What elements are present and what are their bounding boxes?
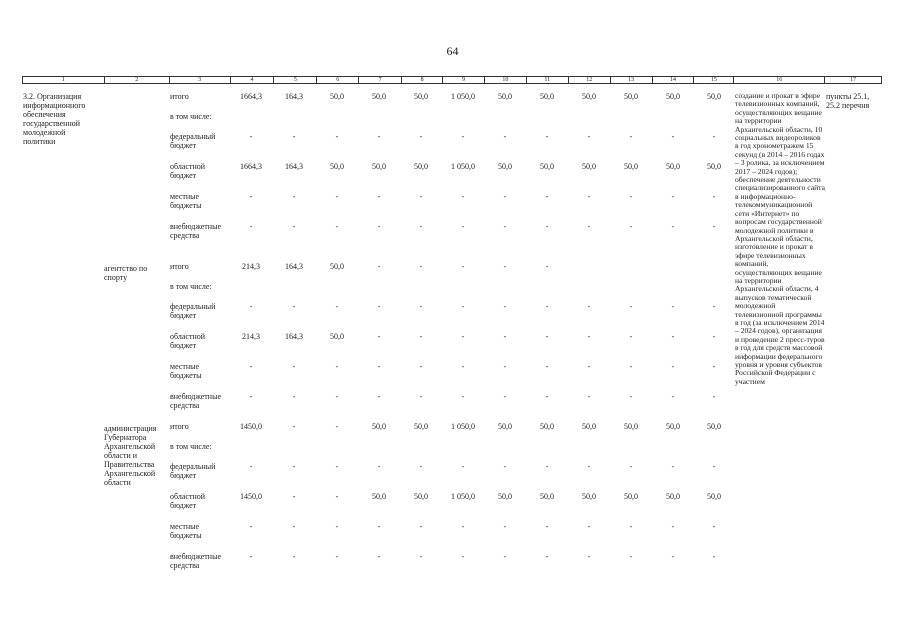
funding-value-cell: -: [461, 552, 465, 561]
funding-value-cell: -: [587, 192, 591, 201]
column-header-2: 2: [104, 77, 169, 83]
funding-value-cell: -: [419, 192, 423, 201]
funding-value-cell: -: [419, 462, 423, 471]
funding-value-cell: -: [629, 192, 633, 201]
funding-value-cell: 50,0: [372, 92, 386, 101]
column-header-14: 14: [652, 77, 694, 83]
funding-value-cell: -: [671, 132, 675, 141]
funding-source-label: областной бюджет: [170, 492, 206, 510]
funding-value-cell: -: [377, 522, 381, 531]
funding-source-label: местные бюджеты: [170, 192, 202, 210]
funding-value-cell: -: [377, 392, 381, 401]
funding-value-cell: -: [712, 522, 716, 531]
funding-source-label: федеральный бюджет: [170, 462, 216, 480]
funding-value-cell: 1 050,0: [451, 162, 475, 171]
funding-value-cell: -: [545, 522, 549, 531]
funding-value-cell: -: [335, 222, 339, 231]
funding-value-cell: -: [249, 462, 253, 471]
funding-value-cell: -: [587, 522, 591, 531]
funding-value-cell: -: [503, 522, 507, 531]
funding-value-cell: 50,0: [372, 422, 386, 431]
funding-value-cell: -: [671, 332, 675, 341]
funding-value-cell: 50,0: [540, 422, 554, 431]
column-header-12: 12: [568, 77, 610, 83]
column-header-8: 8: [401, 77, 442, 83]
funding-value-cell: -: [377, 262, 381, 271]
column-header-7: 7: [358, 77, 401, 83]
funding-value-cell: -: [461, 362, 465, 371]
funding-value-cell: -: [587, 362, 591, 371]
funding-value-cell: -: [545, 332, 549, 341]
funding-value-cell: -: [503, 192, 507, 201]
column-header-5: 5: [273, 77, 316, 83]
funding-value-cell: -: [503, 132, 507, 141]
funding-value-cell: 50,0: [707, 492, 721, 501]
funding-value-cell: -: [712, 552, 716, 561]
funding-value-cell: -: [292, 552, 296, 561]
funding-value-cell: -: [545, 552, 549, 561]
funding-value-cell: -: [503, 302, 507, 311]
measure-title: 3.2. Организация информационного обеспечения государственной молодежной политики: [23, 92, 86, 146]
column-header-1: 1: [61, 77, 65, 83]
funding-value-cell: -: [419, 392, 423, 401]
funding-value-cell: -: [335, 552, 339, 561]
funding-value-cell: -: [292, 522, 296, 531]
funding-value-cell: -: [671, 192, 675, 201]
funding-value-cell: -: [545, 362, 549, 371]
funding-source-label: федеральный бюджет: [170, 302, 216, 320]
funding-value-cell: -: [503, 332, 507, 341]
funding-source-label: федеральный бюджет: [170, 132, 216, 150]
funding-value-cell: 50,0: [707, 92, 721, 101]
funding-value-cell: -: [377, 552, 381, 561]
funding-value-cell: -: [335, 392, 339, 401]
funding-value-cell: -: [249, 392, 253, 401]
funding-value-cell: 1450,0: [240, 492, 262, 501]
reference-text: пункты 25.1, 25.2 перечня: [826, 92, 870, 110]
funding-source-label: итого: [170, 422, 189, 431]
funding-value-cell: -: [671, 552, 675, 561]
funding-value-cell: 50,0: [414, 92, 428, 101]
funding-value-cell: -: [461, 332, 465, 341]
funding-value-cell: 50,0: [540, 162, 554, 171]
funding-value-cell: 50,0: [498, 92, 512, 101]
funding-value-cell: 1664,3: [240, 92, 262, 101]
funding-value-cell: -: [629, 332, 633, 341]
funding-value-cell: -: [335, 192, 339, 201]
column-header-9: 9: [442, 77, 484, 83]
funding-value-cell: -: [292, 302, 296, 311]
funding-source-label: в том числе:: [170, 282, 212, 291]
funding-value-cell: 50,0: [330, 92, 344, 101]
funding-value-cell: 50,0: [414, 492, 428, 501]
funding-value-cell: 50,0: [707, 162, 721, 171]
funding-value-cell: -: [629, 302, 633, 311]
funding-source-label: местные бюджеты: [170, 362, 202, 380]
funding-value-cell: 50,0: [666, 422, 680, 431]
funding-value-cell: -: [292, 492, 296, 501]
funding-value-cell: -: [587, 132, 591, 141]
funding-value-cell: 50,0: [624, 422, 638, 431]
funding-value-cell: -: [292, 132, 296, 141]
column-header-6: 6: [316, 77, 358, 83]
funding-value-cell: -: [249, 302, 253, 311]
funding-value-cell: 50,0: [707, 422, 721, 431]
funding-value-cell: 50,0: [414, 162, 428, 171]
funding-value-cell: 214,3: [242, 332, 260, 341]
funding-value-cell: -: [671, 522, 675, 531]
column-header-16: 16: [733, 77, 824, 83]
funding-value-cell: -: [335, 462, 339, 471]
funding-value-cell: -: [461, 392, 465, 401]
funding-value-cell: -: [292, 422, 296, 431]
column-header-17: 17: [824, 77, 881, 83]
funding-value-cell: -: [671, 362, 675, 371]
funding-source-label: итого: [170, 92, 189, 101]
funding-value-cell: -: [587, 302, 591, 311]
funding-value-cell: -: [249, 522, 253, 531]
funding-value-cell: -: [712, 332, 716, 341]
funding-value-cell: -: [587, 462, 591, 471]
funding-value-cell: 50,0: [540, 492, 554, 501]
funding-value-cell: -: [292, 392, 296, 401]
funding-value-cell: -: [503, 552, 507, 561]
funding-value-cell: -: [629, 552, 633, 561]
funding-value-cell: -: [249, 132, 253, 141]
funding-source-label: областной бюджет: [170, 332, 206, 350]
funding-source-label: местные бюджеты: [170, 522, 202, 540]
funding-value-cell: -: [335, 362, 339, 371]
funding-value-cell: 50,0: [498, 492, 512, 501]
funding-value-cell: -: [629, 132, 633, 141]
funding-value-cell: -: [587, 332, 591, 341]
funding-value-cell: -: [629, 522, 633, 531]
funding-value-cell: -: [335, 522, 339, 531]
column-header-3: 3: [169, 77, 230, 83]
page-number: 64: [446, 44, 459, 58]
funding-value-cell: 1 050,0: [451, 492, 475, 501]
funding-value-cell: -: [503, 362, 507, 371]
funding-source-label: внебюджетные средства: [170, 392, 221, 410]
funding-value-cell: -: [629, 392, 633, 401]
funding-value-cell: -: [461, 222, 465, 231]
funding-value-cell: -: [292, 222, 296, 231]
funding-value-cell: 50,0: [624, 92, 638, 101]
funding-value-cell: -: [671, 222, 675, 231]
funding-value-cell: -: [292, 462, 296, 471]
funding-value-cell: 50,0: [498, 162, 512, 171]
funding-value-cell: -: [377, 192, 381, 201]
funding-value-cell: 50,0: [330, 162, 344, 171]
funding-value-cell: -: [545, 302, 549, 311]
funding-value-cell: 50,0: [540, 92, 554, 101]
funding-value-cell: 1 050,0: [451, 92, 475, 101]
funding-value-cell: -: [712, 192, 716, 201]
funding-value-cell: -: [587, 222, 591, 231]
funding-source-label: областной бюджет: [170, 162, 206, 180]
funding-value-cell: 50,0: [624, 162, 638, 171]
funding-value-cell: -: [249, 192, 253, 201]
executor-label: агентство по спорту: [104, 264, 148, 282]
funding-value-cell: -: [419, 362, 423, 371]
funding-source-label: в том числе:: [170, 112, 212, 121]
funding-value-cell: -: [377, 362, 381, 371]
funding-value-cell: -: [377, 332, 381, 341]
funding-value-cell: 50,0: [666, 162, 680, 171]
funding-value-cell: -: [671, 302, 675, 311]
funding-value-cell: -: [377, 462, 381, 471]
funding-value-cell: -: [712, 222, 716, 231]
funding-value-cell: 164,3: [285, 162, 303, 171]
funding-value-cell: -: [419, 132, 423, 141]
funding-value-cell: -: [419, 262, 423, 271]
funding-value-cell: 214,3: [242, 262, 260, 271]
funding-value-cell: -: [377, 132, 381, 141]
funding-source-label: внебюджетные средства: [170, 222, 221, 240]
column-header-13: 13: [610, 77, 652, 83]
funding-value-cell: -: [461, 462, 465, 471]
funding-value-cell: -: [292, 362, 296, 371]
funding-value-cell: -: [335, 302, 339, 311]
funding-value-cell: -: [419, 332, 423, 341]
funding-value-cell: 50,0: [372, 162, 386, 171]
funding-value-cell: -: [461, 522, 465, 531]
funding-value-cell: -: [545, 192, 549, 201]
funding-value-cell: -: [712, 362, 716, 371]
funding-source-label: внебюджетные средства: [170, 552, 221, 570]
funding-value-cell: -: [461, 192, 465, 201]
funding-value-cell: 50,0: [498, 422, 512, 431]
funding-value-cell: -: [587, 552, 591, 561]
funding-value-cell: -: [545, 262, 549, 271]
funding-value-cell: -: [503, 262, 507, 271]
funding-value-cell: -: [249, 552, 253, 561]
funding-value-cell: 1450,0: [240, 422, 262, 431]
funding-value-cell: -: [712, 392, 716, 401]
funding-value-cell: 164,3: [285, 92, 303, 101]
funding-value-cell: -: [629, 462, 633, 471]
funding-value-cell: -: [503, 392, 507, 401]
column-header-11: 11: [526, 77, 568, 83]
funding-value-cell: 50,0: [582, 492, 596, 501]
funding-value-cell: -: [335, 422, 339, 431]
funding-value-cell: 1 050,0: [451, 422, 475, 431]
funding-value-cell: 50,0: [372, 492, 386, 501]
funding-value-cell: -: [545, 462, 549, 471]
funding-value-cell: -: [461, 302, 465, 311]
funding-value-cell: -: [503, 462, 507, 471]
column-header-15: 15: [693, 77, 733, 83]
funding-value-cell: -: [419, 302, 423, 311]
funding-value-cell: 50,0: [624, 492, 638, 501]
column-header-10: 10: [484, 77, 526, 83]
funding-value-cell: -: [419, 222, 423, 231]
funding-value-cell: 164,3: [285, 262, 303, 271]
funding-value-cell: 50,0: [582, 422, 596, 431]
funding-value-cell: -: [587, 392, 591, 401]
funding-value-cell: -: [249, 362, 253, 371]
funding-value-cell: -: [461, 262, 465, 271]
funding-value-cell: -: [671, 462, 675, 471]
funding-value-cell: 50,0: [330, 332, 344, 341]
funding-value-cell: -: [292, 192, 296, 201]
funding-value-cell: 50,0: [414, 422, 428, 431]
funding-value-cell: 50,0: [330, 262, 344, 271]
expected-results-text: создание и прокат в эфире телевизионных компаний, осуществляющих вещание на территории Архангельской области, 10 социальных видеороликов в год хронометражем 15 секунд (в 2014 – 2016 годах – 3 ролика, за исключением 2017 – 2024 годов); обеспечение деятельности специализированного сайта в информационно-телекоммуникационной сети «Интернет» по вопросам государственной молодежной политики в Архангельской области, изготовление и прокат в эфире телевизионных компаний, осуществляющих вещание на территории Архангельской области, 4 выпусков тематической молодежной телевизионной программы в год (за исключением 2014 – 2024 годов), организация и проведение 2 пресс-туров в год для средств массовой информации федерального уровня и уровня субъектов Российской Федерации с участием: [735, 91, 825, 386]
funding-value-cell: -: [712, 132, 716, 141]
funding-value-cell: -: [377, 302, 381, 311]
funding-value-cell: -: [419, 552, 423, 561]
funding-source-label: итого: [170, 262, 189, 271]
funding-value-cell: -: [712, 462, 716, 471]
funding-value-cell: -: [671, 392, 675, 401]
funding-value-cell: 164,3: [285, 332, 303, 341]
funding-value-cell: -: [503, 222, 507, 231]
funding-value-cell: -: [545, 132, 549, 141]
funding-value-cell: 50,0: [582, 162, 596, 171]
funding-value-cell: -: [545, 392, 549, 401]
funding-value-cell: -: [335, 132, 339, 141]
funding-value-cell: 1664,3: [240, 162, 262, 171]
funding-value-cell: -: [419, 522, 423, 531]
funding-value-cell: 50,0: [582, 92, 596, 101]
column-header-4: 4: [230, 77, 274, 83]
funding-value-cell: -: [461, 132, 465, 141]
funding-value-cell: -: [629, 222, 633, 231]
executor-label: администрация Губернатора Архангельской области и Правительства Архангельской области: [104, 424, 157, 487]
table-header-row: [22, 76, 882, 84]
funding-source-label: в том числе:: [170, 442, 212, 451]
funding-value-cell: -: [629, 362, 633, 371]
funding-value-cell: 50,0: [666, 492, 680, 501]
funding-value-cell: -: [712, 302, 716, 311]
funding-value-cell: -: [545, 222, 549, 231]
funding-value-cell: 50,0: [666, 92, 680, 101]
funding-value-cell: -: [377, 222, 381, 231]
funding-value-cell: -: [249, 222, 253, 231]
funding-value-cell: -: [335, 492, 339, 501]
